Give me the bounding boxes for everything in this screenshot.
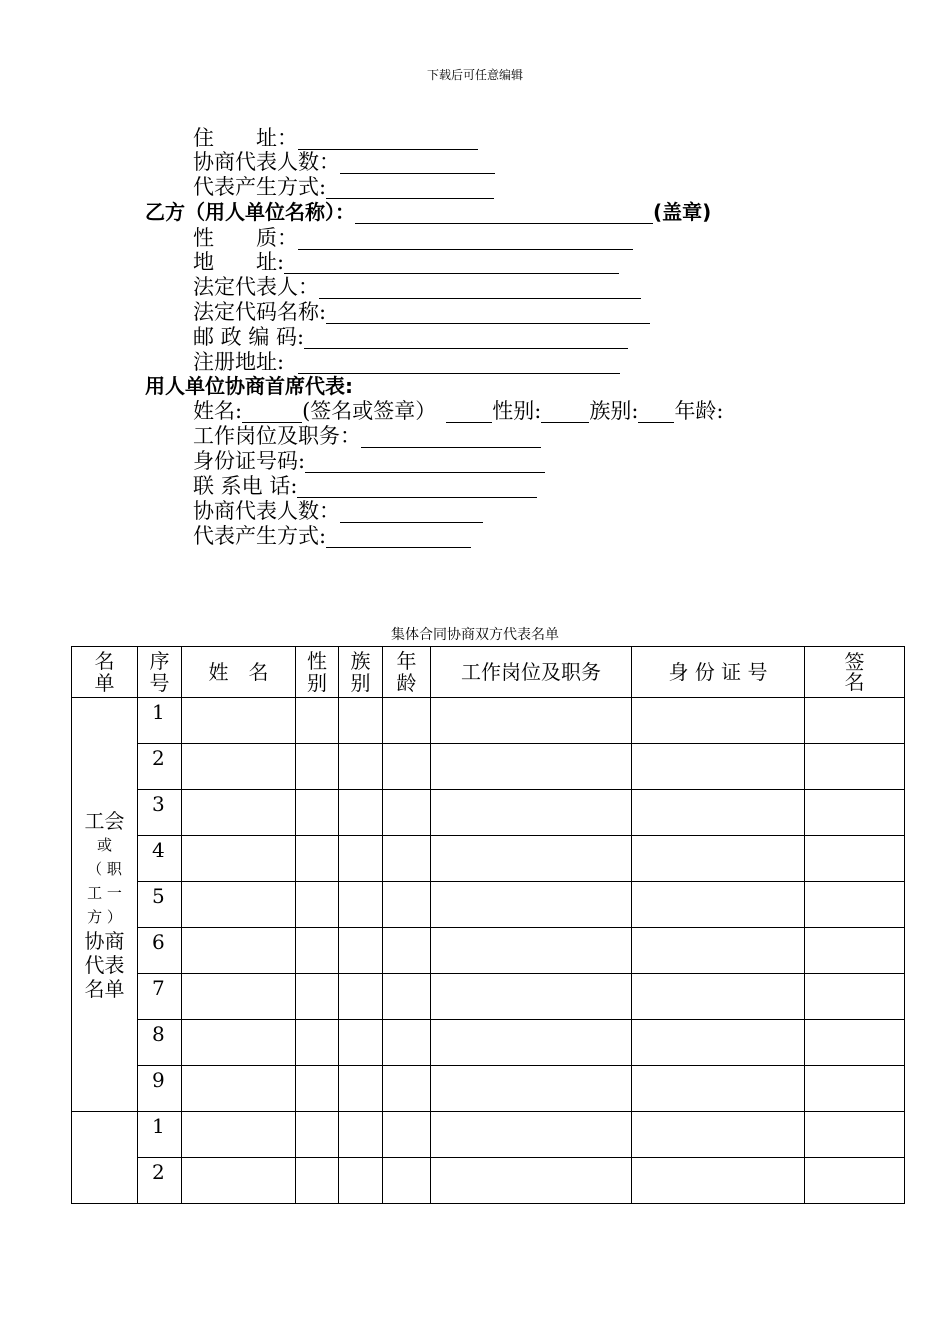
cell-name[interactable] — [182, 836, 296, 882]
cell-gender[interactable] — [296, 1112, 339, 1158]
seq-number: 2 — [138, 744, 182, 790]
cell-ethnic[interactable] — [339, 882, 383, 928]
page-header: 下载后可任意编辑 — [426, 68, 523, 82]
cell-gender[interactable] — [296, 744, 339, 790]
cell-sign[interactable] — [805, 1112, 905, 1158]
cell-ethnic[interactable] — [339, 974, 383, 1020]
seq-number: 7 — [138, 974, 182, 1020]
table-row — [72, 1020, 905, 1066]
header-age: 年 龄 — [383, 647, 431, 698]
header-name: 姓 名 — [182, 647, 296, 698]
cell-job[interactable] — [431, 974, 632, 1020]
header-list: 名 单 — [72, 647, 138, 698]
table-row — [72, 1158, 905, 1204]
cell-name[interactable] — [182, 790, 296, 836]
cell-id[interactable] — [632, 1020, 805, 1066]
party-b-legal-rep: 法定代表人： — [193, 275, 641, 299]
cell-id[interactable] — [632, 1158, 805, 1204]
cell-sign[interactable] — [805, 882, 905, 928]
table-row — [72, 928, 905, 974]
cell-name[interactable] — [182, 1020, 296, 1066]
cell-job[interactable] — [431, 1066, 632, 1112]
cell-age[interactable] — [383, 698, 431, 744]
group-label-line: 工 一 — [87, 883, 122, 902]
cell-job[interactable] — [431, 1112, 632, 1158]
cell-id[interactable] — [632, 790, 805, 836]
cell-id[interactable] — [632, 882, 805, 928]
seq-number: 1 — [138, 1112, 182, 1158]
cell-age[interactable] — [383, 836, 431, 882]
cell-id[interactable] — [632, 1112, 805, 1158]
chief-rep-method: 代表产生方式: — [193, 524, 471, 548]
cell-ethnic[interactable] — [339, 836, 383, 882]
seq-number: 2 — [138, 1158, 182, 1204]
party-b-nature: 性 质： — [193, 226, 633, 250]
chief-rep-title: 用人单位协商首席代表: — [145, 374, 353, 398]
cell-age[interactable] — [383, 882, 431, 928]
cell-gender[interactable] — [296, 1066, 339, 1112]
cell-sign[interactable] — [805, 698, 905, 744]
cell-gender[interactable] — [296, 836, 339, 882]
table-row — [72, 790, 905, 836]
cell-job[interactable] — [431, 882, 632, 928]
group-label-line: 方 ） — [87, 907, 122, 926]
seq-number: 1 — [138, 698, 182, 744]
header-job: 工作岗位及职务 — [431, 647, 632, 698]
cell-gender[interactable] — [296, 790, 339, 836]
cell-gender[interactable] — [296, 882, 339, 928]
seq-number: 3 — [138, 790, 182, 836]
cell-job[interactable] — [431, 1020, 632, 1066]
cell-ethnic[interactable] — [339, 698, 383, 744]
cell-id[interactable] — [632, 836, 805, 882]
cell-job[interactable] — [431, 698, 632, 744]
cell-name[interactable] — [182, 744, 296, 790]
cell-ethnic[interactable] — [339, 1158, 383, 1204]
header-id: 身 份 证 号 — [632, 647, 805, 698]
table-row — [72, 1112, 905, 1158]
party-a-rep-count: 协商代表人数： — [193, 150, 495, 174]
representatives-table — [71, 646, 905, 1204]
cell-sign[interactable] — [805, 744, 905, 790]
cell-sign[interactable] — [805, 928, 905, 974]
seq-number: 6 — [138, 928, 182, 974]
cell-age[interactable] — [383, 1066, 431, 1112]
table-row — [72, 744, 905, 790]
cell-ethnic[interactable] — [339, 1066, 383, 1112]
cell-gender[interactable] — [296, 1020, 339, 1066]
cell-ethnic[interactable] — [339, 928, 383, 974]
group-label-line: （ 职 — [87, 859, 122, 878]
cell-name[interactable] — [182, 882, 296, 928]
table-row — [72, 836, 905, 882]
chief-rep-job: 工作岗位及职务： — [193, 424, 541, 448]
cell-job[interactable] — [431, 1158, 632, 1204]
cell-gender[interactable] — [296, 698, 339, 744]
cell-ethnic[interactable] — [339, 744, 383, 790]
party-a-rep-method: 代表产生方式: — [193, 175, 494, 199]
group-label-line: 或 — [96, 835, 112, 854]
table-row — [72, 882, 905, 928]
group-label-line: 代表 — [84, 952, 125, 977]
party-a-address: 住 址： — [193, 126, 478, 150]
cell-name[interactable] — [182, 1066, 296, 1112]
cell-job[interactable] — [431, 836, 632, 882]
cell-id[interactable] — [632, 928, 805, 974]
cell-name[interactable] — [182, 1158, 296, 1204]
cell-id[interactable] — [632, 974, 805, 1020]
party-b-reg-addr: 注册地址: — [193, 350, 620, 374]
seq-number: 8 — [138, 1020, 182, 1066]
party-b-legal-code: 法定代码名称: — [193, 300, 650, 324]
party-b-location: 地 址: — [193, 250, 619, 274]
chief-rep-phone: 联 系电 话: — [193, 474, 537, 498]
cell-name[interactable] — [182, 1112, 296, 1158]
cell-age[interactable] — [383, 790, 431, 836]
group-label-union — [72, 698, 138, 1112]
cell-sign[interactable] — [805, 974, 905, 1020]
cell-sign[interactable] — [805, 836, 905, 882]
chief-rep-id: 身份证号码: — [193, 449, 545, 473]
party-b-postal: 邮 政 编 码: — [193, 325, 628, 349]
table-row — [72, 1066, 905, 1112]
cell-ethnic[interactable] — [339, 1112, 383, 1158]
table-row — [72, 698, 905, 744]
cell-age[interactable] — [383, 974, 431, 1020]
chief-rep-count: 协商代表人数： — [193, 499, 483, 523]
cell-gender[interactable] — [296, 928, 339, 974]
cell-sign[interactable] — [805, 1020, 905, 1066]
cell-ethnic[interactable] — [339, 1020, 383, 1066]
cell-ethnic[interactable] — [339, 790, 383, 836]
header-ethnic: 族 别 — [339, 647, 383, 698]
group-label-employer — [72, 1112, 138, 1204]
header-gender: 性 别 — [296, 647, 339, 698]
cell-job[interactable] — [431, 928, 632, 974]
table-header-row — [72, 647, 905, 698]
party-b-title: 乙方（用人单位名称）： (盖章) — [145, 200, 712, 224]
table-row — [72, 974, 905, 1020]
group-label-line: 协商 — [84, 928, 125, 953]
chief-rep-name-line: 姓名: (签名或签章） 性别: 族别: 年龄: — [193, 399, 724, 423]
header-sign: 签 名 — [805, 647, 905, 698]
cell-age[interactable] — [383, 1158, 431, 1204]
cell-id[interactable] — [632, 744, 805, 790]
cell-sign[interactable] — [805, 790, 905, 836]
cell-job[interactable] — [431, 744, 632, 790]
group-label-line: 工会 — [84, 808, 125, 833]
header-seq: 序 号 — [138, 647, 182, 698]
cell-name[interactable] — [182, 698, 296, 744]
cell-id[interactable] — [632, 698, 805, 744]
cell-name[interactable] — [182, 974, 296, 1020]
cell-gender[interactable] — [296, 974, 339, 1020]
cell-sign[interactable] — [805, 1158, 905, 1204]
cell-age[interactable] — [383, 744, 431, 790]
cell-sign[interactable] — [805, 1066, 905, 1112]
cell-age[interactable] — [383, 1020, 431, 1066]
seq-number: 5 — [138, 882, 182, 928]
cell-age[interactable] — [383, 928, 431, 974]
cell-job[interactable] — [431, 790, 632, 836]
cell-name[interactable] — [182, 928, 296, 974]
cell-age[interactable] — [383, 1112, 431, 1158]
seq-number: 4 — [138, 836, 182, 882]
cell-gender[interactable] — [296, 1158, 339, 1204]
table-caption: 集体合同协商双方代表名单 — [391, 627, 559, 643]
seq-number: 9 — [138, 1066, 182, 1112]
group-label-line: 名单 — [84, 976, 125, 1001]
cell-id[interactable] — [632, 1066, 805, 1112]
